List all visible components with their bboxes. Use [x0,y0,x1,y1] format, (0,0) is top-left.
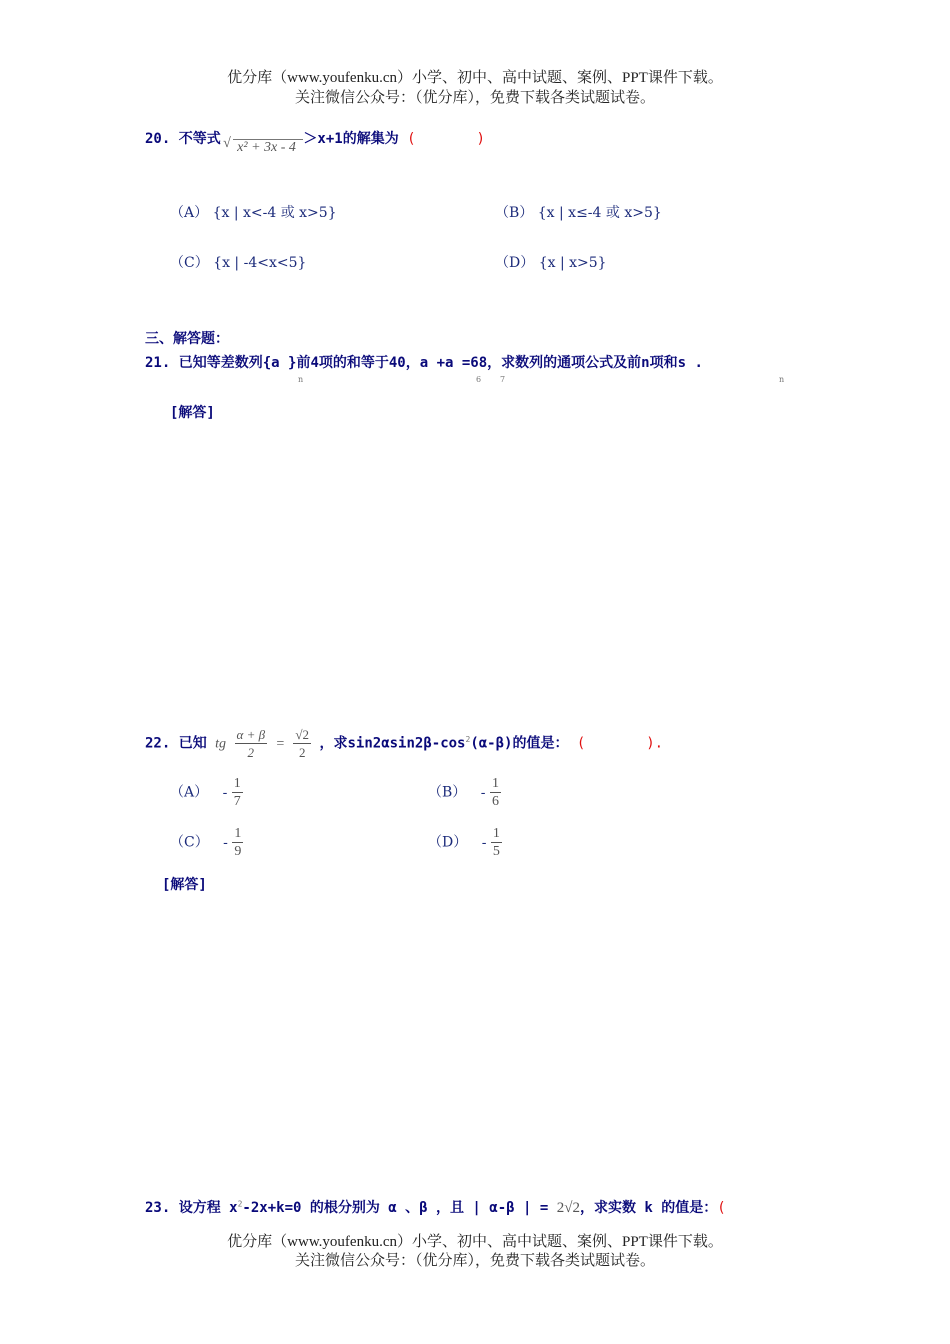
q21-subscript-n: n [298,375,304,384]
question-21: 21. 已知等差数列{a }前4项的和等于40，a +a =68，求数列的通项公式及前n项和s . [145,355,703,371]
header-line-1: 优分库（www.youfenku.cn）小学、初中、高中试题、案例、PPT课件下载。 [227,70,723,86]
q20-option-a[interactable]: （A） {x | x<-4 或 x>5} [170,205,337,221]
tg-symbol: tg [215,736,227,752]
question-23: 23. 设方程 $x^2-2x+k=0$ 的根分别为 α 、β ，且 | α-β | = 2√2，求实数 k 的值是：( [145,1199,726,1216]
footer-line-1: 优分库（www.youfenku.cn）小学、初中、高中试题、案例、PPT课件下载。 [227,1234,723,1250]
q20-text-pre: 不等式 [178,131,221,147]
header-line-2: 关注微信公众号：（优分库），免费下载各类试题试卷。 [294,90,655,106]
q23-superscript-2: 2 [237,1199,243,1209]
q22-option-a[interactable]: （A） - $\frac{1}{7}$ [170,776,241,809]
q20-paren-close: ) [476,131,485,147]
q22-rhs-fraction: $\frac{√2}{2}$ [295,727,310,760]
q21-answer-label: [解答] [170,405,215,421]
q21-subscript-n-2: n [779,375,785,384]
q20-sqrt-expression: √ x² + 3x - 4 [233,139,303,155]
q22-option-c[interactable]: （C） - $\frac{1}{9}$ [170,826,242,859]
sqrt-symbol: √ [223,136,231,151]
q20-option-d[interactable]: （D） {x | x>5} [495,255,607,271]
q20-option-c[interactable]: （C） {x | -4<x<5} [170,255,307,271]
equals-sign: = [275,736,285,752]
q20-option-b[interactable]: （B） {x | x≤-4 或 x>5} [495,205,662,221]
question-20 [145,128,485,155]
q20-text-post: ＞x+1的解集为 [303,131,399,147]
question-22: 22. 已知 tg $\frac{\alpha + \beta}{2}$ = $\frac{√2}{2}$ ，求$\sin 2\alpha\sin 2\beta-\cos^2(\alpha-\beta)$的值是： ( ). [145,727,664,760]
q22-lhs-fraction: $\frac{\alpha + \beta}{2}$ [236,727,266,760]
section-title: 三、解答题： [145,331,229,347]
q22-superscript-2: 2 [465,734,471,744]
q21-subscript-7: 7 [500,375,506,384]
q22-option-d[interactable]: （D） - $\frac{1}{5}$ [428,826,500,859]
footer-line-2: 关注微信公众号：（优分库），免费下载各类试题试卷。 [294,1253,655,1269]
q22-answer-label: [解答] [162,877,207,893]
q20-paren-open: ( [407,131,416,147]
q23-rhs: 2√2 [556,1200,580,1216]
q22-option-b[interactable]: （B） - $\frac{1}{6}$ [428,776,499,809]
q20-number: 20. [145,131,171,147]
q21-subscript-6: 6 [476,375,482,384]
